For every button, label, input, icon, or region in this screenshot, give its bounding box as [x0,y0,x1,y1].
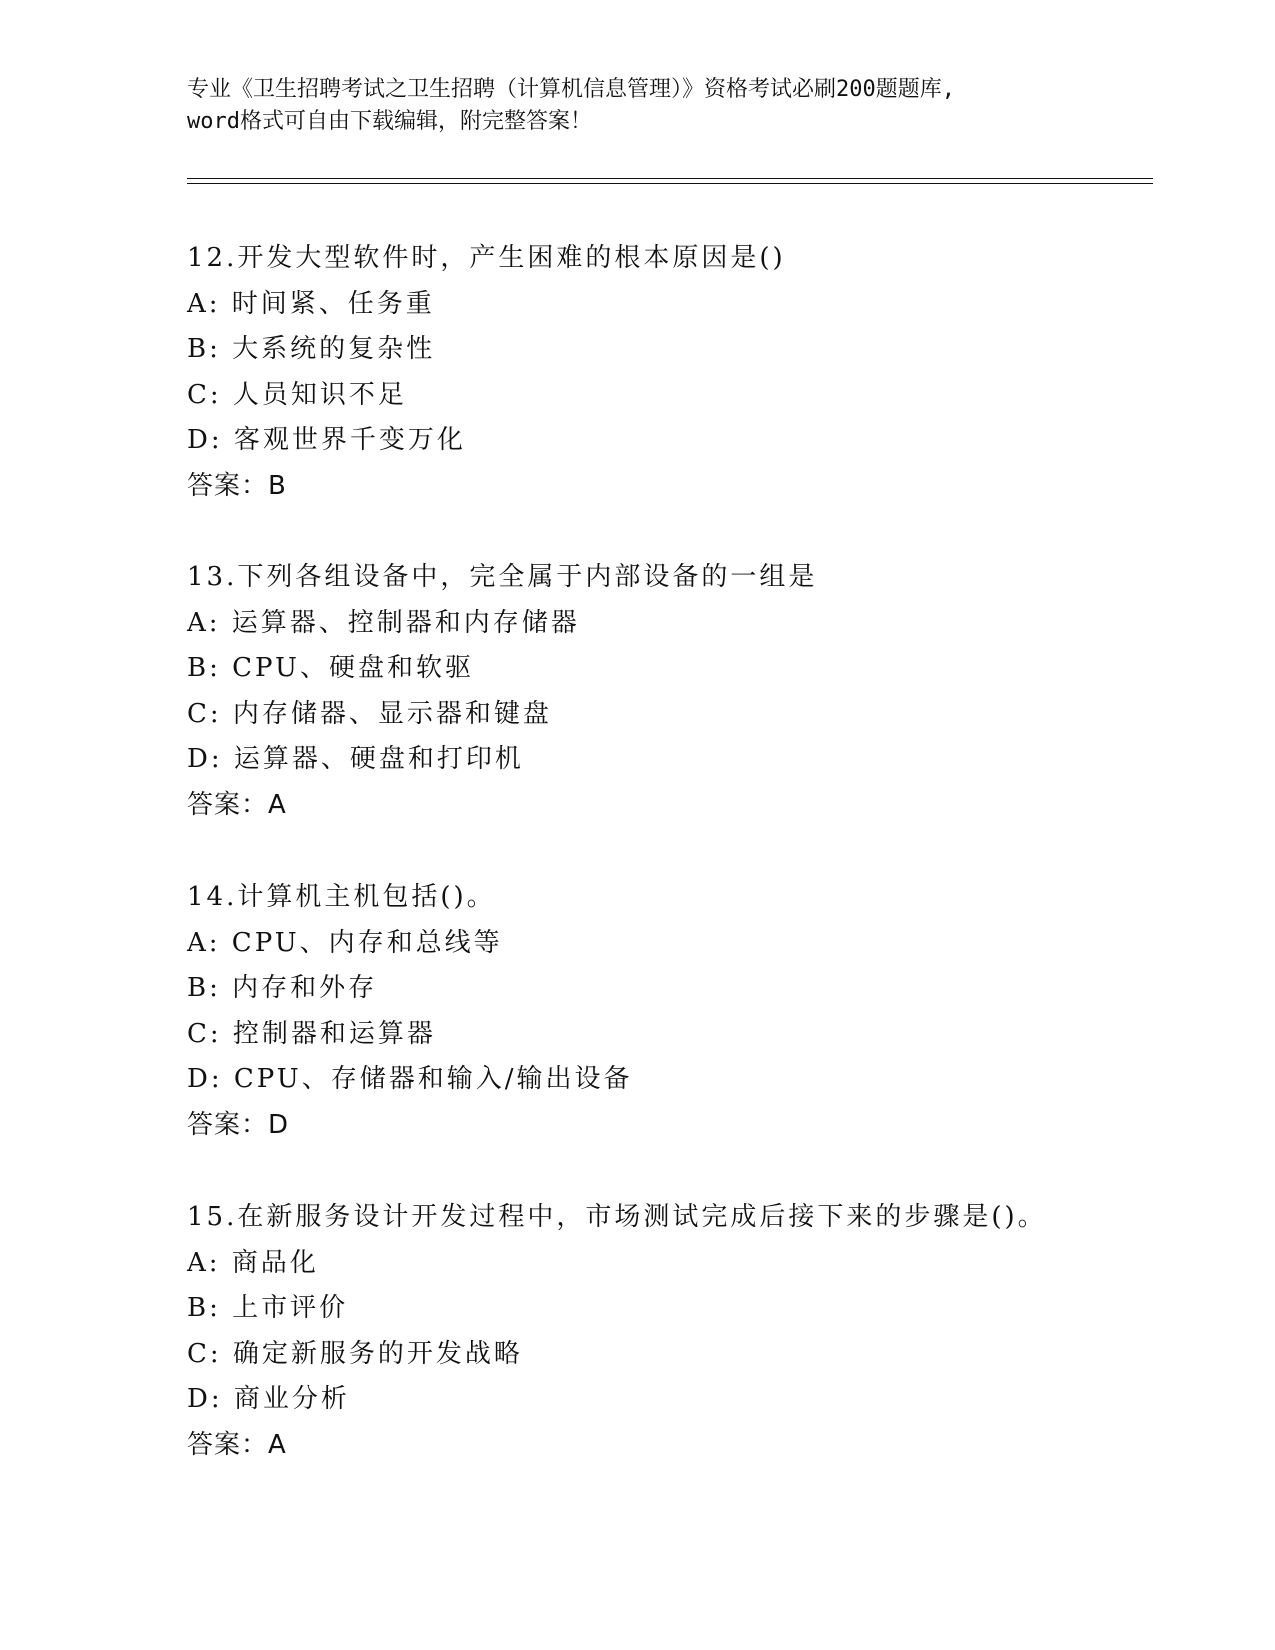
answer-line: 答案：A [187,789,287,820]
option-d: D: 客观世界千变万化 [187,425,466,456]
header-divider-bottom [187,183,1153,184]
option-b: B: 内存和外存 [187,973,378,1004]
answer-line: 答案：A [187,1429,287,1460]
question-12 [187,236,1127,510]
question-14 [187,875,1127,1149]
document-header [187,74,1087,138]
option-d: D: 运算器、硬盘和打印机 [187,744,524,775]
option-b: B: 大系统的复杂性 [187,334,436,365]
question-stem: 15.在新服务设计开发过程中，市场测试完成后接下来的步骤是()。 [187,1202,1047,1232]
question-stem: 13.下列各组设备中，完全属于内部设备的一组是 [187,562,818,592]
option-b: B: 上市评价 [187,1293,349,1324]
option-a: A: 商品化 [187,1247,319,1278]
question-stem: 14.计算机主机包括()。 [187,882,496,912]
header-line-2: word格式可自由下载编辑，附完整答案！ [187,109,592,134]
question-stem: 12.开发大型软件时，产生困难的根本原因是() [187,243,786,273]
option-c: C: 人员知识不足 [187,379,407,410]
header-line-1: 专业《卫生招聘考试之卫生招聘（计算机信息管理）》资格考试必刷200题题库, [187,77,955,102]
answer-line: 答案：D [187,1109,290,1140]
option-c: C: 控制器和运算器 [187,1018,436,1049]
option-a: A: 运算器、控制器和内存储器 [187,607,580,638]
question-13 [187,555,1127,829]
option-c: C: 确定新服务的开发战略 [187,1338,523,1369]
option-b: B: CPU、硬盘和软驱 [187,653,474,684]
option-a: A: CPU、内存和总线等 [187,927,503,958]
header-divider-top [187,178,1153,179]
option-c: C: 内存储器、显示器和键盘 [187,698,552,729]
answer-line: 答案：B [187,470,287,501]
question-15 [187,1195,1127,1469]
option-a: A: 时间紧、任务重 [187,288,435,319]
option-d: D: 商业分析 [187,1384,350,1415]
option-d: D: CPU、存储器和输入/输出设备 [187,1064,633,1095]
